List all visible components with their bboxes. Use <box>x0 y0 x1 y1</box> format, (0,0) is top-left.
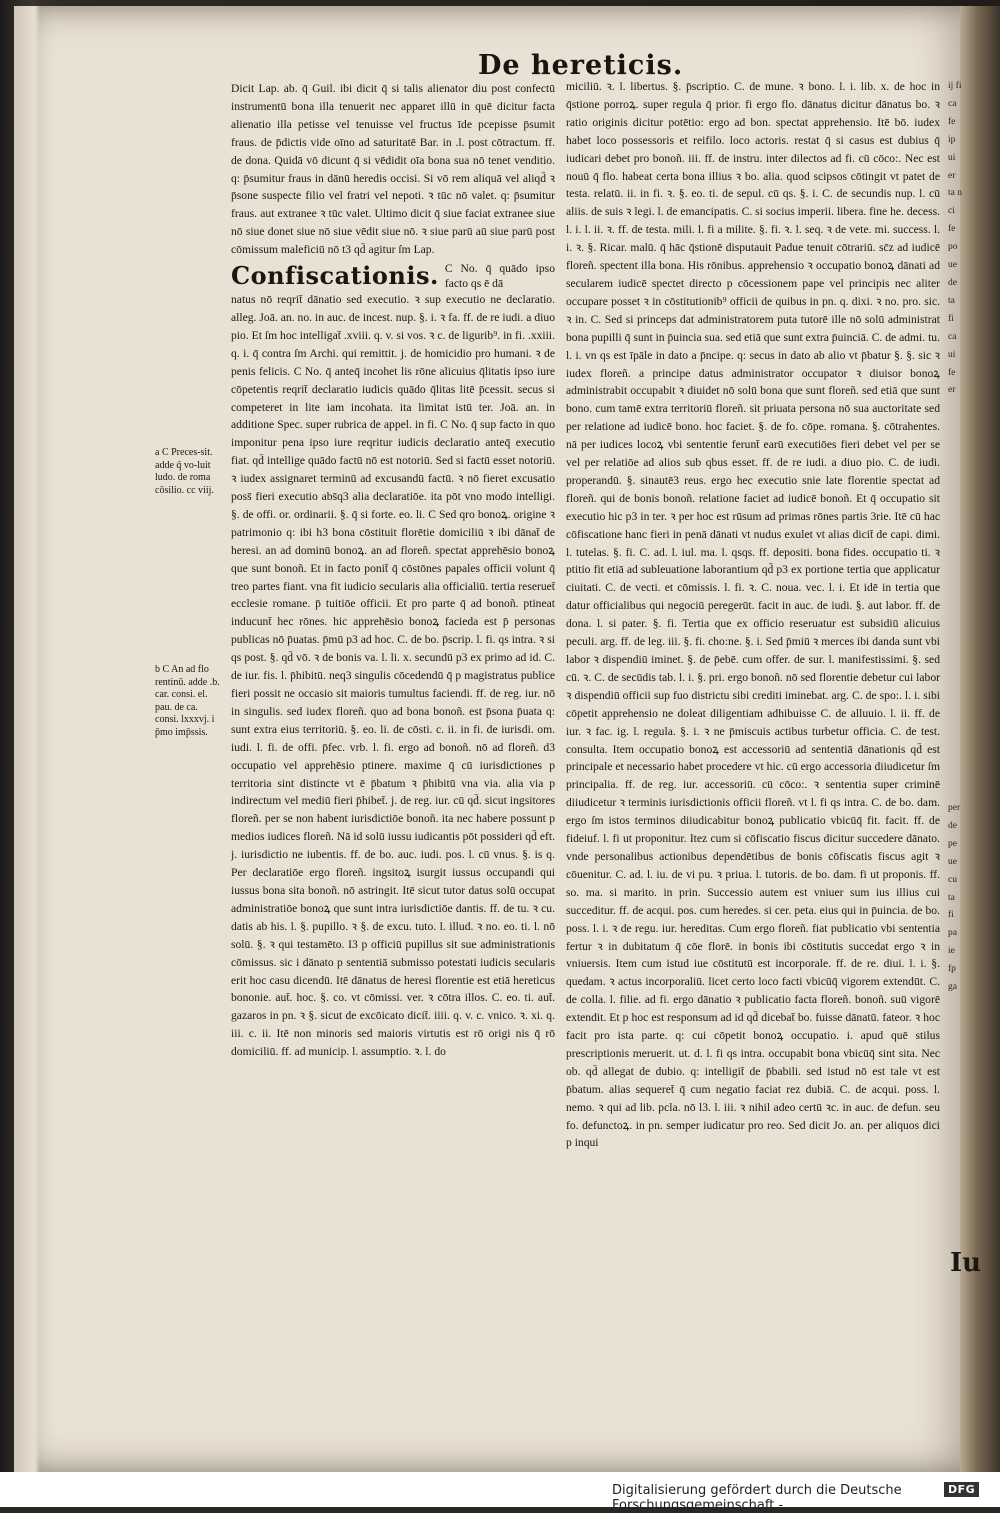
section-heading: Confiscationis. <box>231 261 439 291</box>
footer-credit: Digitalisierung gefördert durch die Deutsche Forschungsgemeinschaft - <box>612 1483 902 1513</box>
margin-note-b: b C An ad flo rentinū. adde .b. car. consi. el. pau. de ca. consi. lxxxvj. i p̄mo imp̄ssis. <box>155 664 220 738</box>
neighbor-page-initial: Iu <box>950 1248 982 1278</box>
left-text-column <box>231 80 555 1370</box>
right-paragraph: miciliū. ꝛ. l. libertus. §. p̄scriptio. C. de mune. ꝛ bono. l. i. lib. x. de hoc in q̄stione porroꝝ. super regula q̄ prior. fi ergo flo. dānatus dicitur dānatus bo. ꝛ ratio originis dicitur potētio: ergo ad bon. spectat apprehensio. Itē bō. iudex habet loco possessoris et reifilo. loco actoris. restat q̄ si casus est dubius q̄ iudicari debet pro bonoñ. iii. ff. de instru. inter dilectos ad fi. cū cōco:. Nec est nouū q̄ flo. habeat certa bona illius ꝛ bo. alia. quod scipsos cōtingit vt patet de testa. relatū. ii. in fi. ꝛ. §. eo. ti. de sepul. cū qs. §. i. C. de secundis nup. l. cū aliis. de suis ꝛ legi. l. de emancipatis. C. si socius imperii. libera. fine he. decess. l. i. l. ii. ꝛ. ff. de testa. mili. l. fi a milite. §. fi. ꝛ. l. seq. ꝛ de vete. mi. success. l. i. ꝛ. §. Ricar. malū. q̄ hāc q̄stionē disputauit Padue tenuit cōtrariū. sc̄z ad iudicē floreñ. spectent illa bona. His rōnibus. apprehensio ꝛ occupatio bonoꝝ dānati ad secularem iudicē spectet directo p cōcessionem pape vel principis nec aliter occupare posset ꝛ in cōstitutionib⁹ officii de quibus in pn. q. dixi. ꝛ no. pro. sic. ꝛ in. C. Sed si princeps dat administratorem puta tutorē ille nō solū administrat bona pupilli q̄ sunt in p̄uincia sua. sed etiā que sunt extra p̄uinciā. C. de admi. tu. l. i. vn qs est īpāle in dato a p̄ncipe. q: secus in dato ab alio vt p̄batur §. §. sic ꝛ iudex floreñ. a principe datus administrator occupator ꝛ diuisor bonoꝝ administrabit occupabit ꝛ diuidet nō solū bona que sunt floreñ. sed etiā que sunt bono. cum tamē extra territoriū floreñ. sit priuata persona nō sua auctoritate sed per relatione ad iudicē bono. hoc faciet. §. de fo. cōpe. romana. §. cōtrahentes. nā per iudices locoꝝ vbi sententie ferunt̄ earū executiōes fieri debet vel per se vel per relatiōe ad alios sub qbus esset. ff. de re iudi. a diuo pio. C. de iudi. properandū. §. sinautē3 reus. ergo hec executio snie late florentie spectat ad floreñ. qui de bonis bonoñ. relatione faciet ad iudicē bonoñ. Et q̄ occupatio sit executio hic p3 in ter. ꝛ per hoc est rūsum ad primas rōnes partis 3rie. Itē cū hac cōfiscatione hanc fieri in penā dānati vt nudus exulet vt alias dicit̄ de capi. dimi. l. tutelas. §. fi. C. ad. l. iul. ma. l. qsqs. ff. depositi. bona fides. occupatio ti. ꝛ ptitio fit etiā ad subleuatione laborantium qd̄ p3 ex portione tertia que applicatur ciuitati. C. de vecti. et cōmissis. l. fi. ꝛ. C. noua. vec. l. i. Et idē in tertia que datur officialibus qui negociū peregerūt. facit in auc. de iudi. §. aut labor. ff. de dona. l. si pater. §. fi. Tertia que ex officio reseruatur est subsidiū alicuius peculi. arg. ff. de leg. iii. §. fi. cho:ne. §. i. Sed p̄miū ꝛ merces ibi danda sunt vbi labor ꝛ dispendiū iminet. §. de p̄ebē. cum offer. de sur. l. manifestissimi. §. sed cū. ꝛ. C. de secūdis tab. l. i. §. pri. ergo bonoñ. nō sed florentie debetur cui labor ꝛ dispendiū officii sup fuo districtu sibi crediti iminebat. arg. C. de spo:. l. i. sibi cōpetit apprehensio ne doleat diligentiam adhibuisse C. de alluuio. l. ii. ff. de iur. ꝛ fac. ig. l. regula. §. i. ꝛ ne p̄miscuis actibus turbetur officia. C. de test. consulta. Item occupatio bonoꝝ est accessoriū ad sententiā dānationis qd̄ est principale et necessario habet procedere vt hic. cū ergo accessoria diiudicetur ſm principalia. ff. de reg. iur. accessoriū. cū cōco:. ꝛ sententia super criminē diiudicetur ꝛ terminis iurisdictionis officii floreñ. vt l. fi qs intra. C. de bo. dam. ergo ſm istos terminos diiudicabitur bonoꝝ publicatio vbicūq̄ fit. facit. ff. de fideiuf. l. fi ut proponitur. Itez cum si cōfiscatio fiscus dicitur succedere dānato. vnde personalibus actionibus dependētibus de bonis cōfiscatis fiscus agit ꝛ cōuenitur. C. ad. l. iu. de vi pu. ꝛ priua. l. tutoris. de bo. dam. fi ut proponis. ff. so. ma. si marito. in prin. Successio autem est vniuer sum ius illius cui succeditur. ff. de acqui. pos. cum heredes. si cer. peta. eius qui in p̄uincia. de bo. poss. l. i. ꝛ de regu. iur. hereditas. Cum ergo floreñ. fiat publicatio vbi sententia fertur ꝛ in dubitatum q̄ cōe florē. in bonis ibi cōstitutis succedat ergo ꝛ in vniuersis. Item cum istud iue cōstitutū est incorporale. ff. de re. diui. l. i. §. quedam. ꝛ actus incorporaliū. licet certo loco facti vbicūq̄ vigorem extendūt. C. de colla. l. filie. ad fi. ergo dānatio ꝛ publicatio facta floreñ. bonoñ. suū vigorē extendit. Et p hoc est responsum ad id qd̄ dicebat̄ bo. fuisse dānatū. fateor. ꝛ hoc facit pro ista parte. q: cui cōpetit bonoꝝ occupatio. i. apud quē stilus prescriptionis meruerit. ut. d. l. fi qs intra. occupabit bona vbicūq̄ sint sita. Nec ob. qd̄ allegat de dubio. q: intelligit̄ de p̄babili. sed istud nō est tale vt est p̄batum. alias sequeret̄ q̄ cum negatio faciat rez dubiā. C. de acqui. poss. l. nemo. ꝛ qui ad lib. pcla. nō l3. l. iii. ꝛ nihil adeo certū ꝛc. in auc. de defun. seu fo. defunctoꝝ. in pn. semper iudicatur pro reo. Sed dicit Jo. an. per aliquos dici p inqui <box>566 80 940 1150</box>
left-paragraph-1: Dicit Lap. ab. q̄ Guil. ibi dicit q̄ si talis alienator diu post confectū instrumentū bona illa tenuerit nec apparet illū in quē dicitur facta alienatio illa petisse vel tenuisse vel fructus īde pcepisse p̄sumit fraus. de p̄dictis vide oīno ad saturitatē Bar. in .l. post cōtractum. ff. de dona. Quidā vō dicunt q̄ si vēdidit oīa bona sua nō tenet venditio. q: p̄sumitur fraus in dānū heredis occisi. Si vō rem aliquā vel aliqd̄ ꝛ p̄sone suspecte filio vel fratri vel nepoti. ꝛ tūc nō valet. q: p̄sumitur fraus. aut extranee ꝛ tūc valet. Ultimo dicit q̄ siue faciat extranee siue nō siue donet siue nō siue vēdit siue nō. ꝛ siue parū aū siue parū post cōmissum maleficiū nō t3 qd̄ agitur ſm Lap. <box>231 82 555 257</box>
section-heading-continuation: C No. q̄ quādo ipso facto qs ē dā <box>444 262 555 291</box>
left-paragraph-2: natus nō reqrit̄ dānatio sed executio. ꝛ sup executio ne declaratio. alleg. Joā. an. no. in auc. de incest. nup. §. i. ꝛ fa. ff. de re iudi. a diuo pio. Et ſm hoc intelligat̄ .xviii. q. v. si vos. ꝛ c. de ligurib⁹. in fi. .xxiii. q. i. q̄ contra ſm Archi. qui remittit. j. de homicidio pro humani. ꝛ de penis felicis. C No. q̄ anteq̄ incohet lis rōne alicuius q̄litatis ipso iure cōpetentis reqrit̄ declaratio iudicis quādo q̄litas litē p̄cessit. secus si competeret in lite iam incohata. ita limitat istū ter. Joā. an. in additione Spec. super rubrica de appel. in fi. C No. q̄ sup facto in quo imponitur pena ipso iure reqritur iudicis declaratio anteq̄ executio fiat. qd̄ intellige quādo factū nō est notoriū. Sed si factū esset notoriū. ꝛ iudex assignaret terminū ad excusandū factū. ꝛ nō fieret excusatio poss̄ fieri executio abs̄q3 alia declaratiōe. ita pōt vno modo intelligi. §. de offi. or. ordinarii. §. q̄ si forte. eo. li. C Sed qro bonoꝝ. origine ꝛ patrimonio q: ibi h3 bona cōstituit florētie domiciliū ꝛ ibi dānat̄ de heresi. an ad dominū bonoꝝ. an ad floreñ. spectat apprehēsio bonoꝝ que sunt bonoñ. Et in facto ponit̄ q̄ cōstōnes papales officii volunt q̄ treo partes fiant. vna fit iudicio secularis alia officialiū. tertia reseruet̄ ecclesie romane. p̄ tuitiōe officii. Et pro parte q̄ ad bonoñ. ptineat inducunt̄ hec rōnes. hic apprehēsio bonoꝝ facieda est p̄ personas publicas nō p̄uatas. p̄mū p3 ad hoc. C. de bo. p̄scrip. l. fi. qs intra. ꝛ si qs post. §. qd̄ vō. ꝛ de bonis va. l. li. x. secundū p3 ex primo ad id. C. de iur. fis. l. p̄hibitū. neq3 singulis cōcedendū q̄ p magistratus publice fieri possit ne occasio sit maioris tumultus faciendi. ff. de reg. iur. nō in singulis. sed iudex floreñ. quo ad bona bonoñ. est p̄sona p̄uata q: sunt extra eius territoriū. §. eo. li. de cōsti. c. ii. in fi. de iurisdi. om. iudi. l. fi. de offi. p̄fec. vrb. l. fi. ergo ad bonoñ. nō ad floreñ. d3 occupatio vel apprehēsio ptinere. maxime q̄ cū iurisdictiones p territoria sint distincte vt ē p̄batum ꝛ p̄hibitū vna via. alia via p indirectum vel mediū fieri p̄hibet̄. j. de reg. iur. cū qd̄. sicut ingsitores floreñ. per se non habent iurisdictiōe bonoñ. ita nec habere possunt p medios iudices floreñ. Nā id solū iussu iudicantis pōt possideri qd̄ eft. j. iurisdictio ne iubentis. ff. de bo. auc. iudi. pos. l. cū vnus. §. is q. Per declaratiōe ergo floreñ. ingsitoꝝ isurgit iussus occupandi qui iussus bona sita bonoñ. nō astringit. Itē sicut tutor datus solū occupat administratiōe bonoꝝ que sunt intra iurisdictiōe dantis. ff. de tu. ꝛ cu. datis ab his. l. §. pupillo. ꝛ §. de excu. tuto. l. illud. ꝛ no. eo. ti. l. nō solū. §. ꝛ qui testamēto. I3 p officiū pupillus sit sue administrationis cōmissus. sic i dānato p sententiā submisso potestati iudicis secularis erit hoc casu dicendū. Itē dānatus de heresi florentie est etiā hereticus bononie. aut̄. hoc. §. co. vt cōmissi. ver. ꝛ cōtra illos. C. eo. ti. aut̄. gazaros in pn. ꝛ §. sicut de excōicato dicit̄. iiii. q. v. c. vnico. ꝛ. xi. q. iii. c. ii. Itē non minoris sed maioris virtutis est rō origi nis q̄ rō domiciliū. ff. ad municip. l. assumptio. ꝛ. l. do <box>231 293 555 1059</box>
margin-note-a: a C Preces-sit. adde q̄ vo-luit ludo. de roma cōsilio. cc viij. <box>155 447 214 496</box>
right-text-column <box>566 78 940 1388</box>
neighbor-page-fragment-2: per de pe ue cu ta fi pa ie fp ga <box>948 803 961 993</box>
page-gutter <box>14 6 40 1472</box>
page-title: De hereticis. <box>478 50 684 81</box>
dfg-logo: DFG <box>944 1482 979 1497</box>
neighbor-page-fragment-1: ij fi ca fe ip ui er ta n ci fe po ue de ta fi ca ui fe er <box>948 81 962 396</box>
section-heading-line <box>231 261 555 291</box>
